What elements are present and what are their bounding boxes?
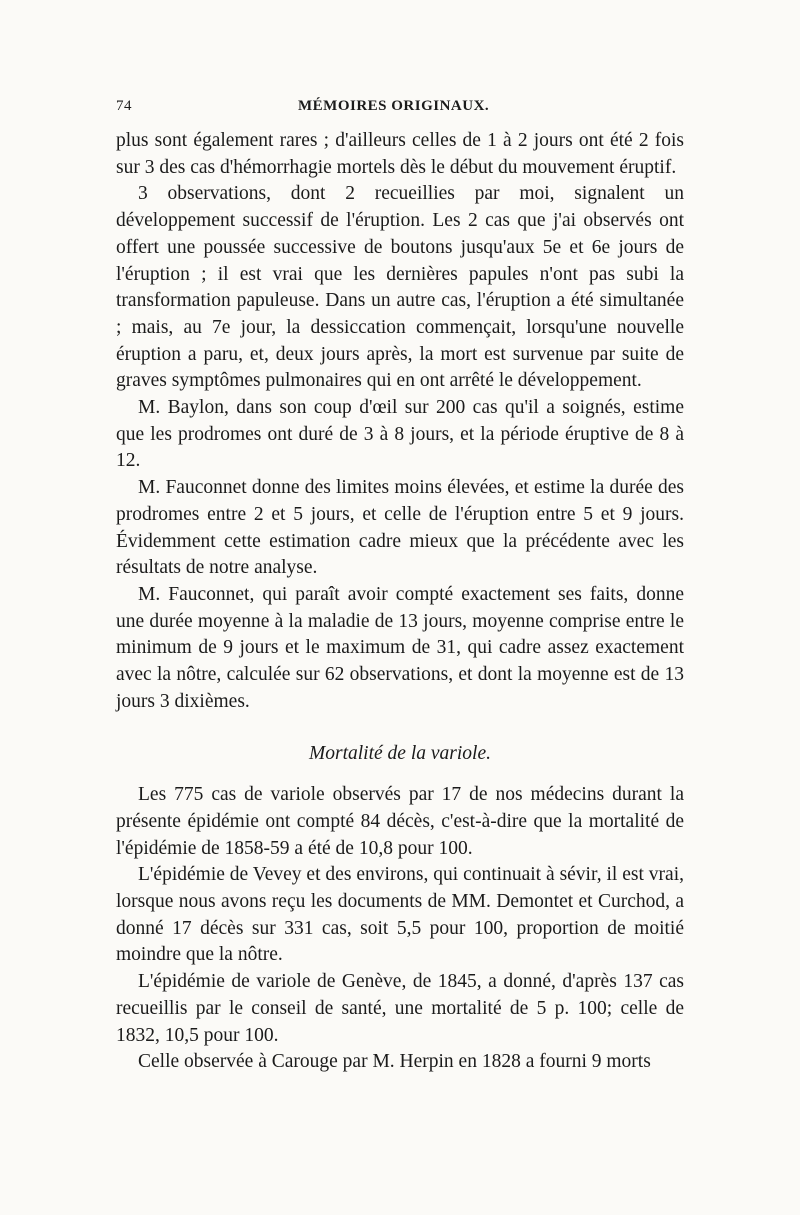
page-header xyxy=(116,98,684,128)
body-text-bottom xyxy=(116,782,684,1076)
paragraph: 3 observations, dont 2 recueillies par moi, signalent un développement successif de l'éruption. Les 2 cas que j'ai observés ont offert une poussée successive de boutons jusqu'aux 5e et 6e jours de l'éruption ; il est vrai que les dernières papules n'ont pas subi la transformation papuleuse. Dans un autre cas, l'éruption a été simultanée ; mais, au 7e jour, la dessiccation commençait, lorsqu'une nouvelle éruption a paru, et, deux jours après, la mort est survenue par suite de graves symptômes pulmonaires qui en ont arrêté le développement. xyxy=(116,183,684,392)
paragraph: M. Fauconnet, qui paraît avoir compté exactement ses faits, donne une durée moyenne à la maladie de 13 jours, moyenne comprise entre le minimum de 9 jours et le maximum de 31, qui cadre assez exactement avec la nôtre, calculée sur 62 observations, et dont la moyenne est de 13 jours 3 dixièmes. xyxy=(116,583,684,712)
paragraph: M. Fauconnet donne des limites moins élevées, et estime la durée des prodromes entre 2 et 5 jours, et celle de l'éruption entre 5 et 9 jours. Évidemment cette estimation cadre mieux que la précédente avec les résultats de notre analyse. xyxy=(116,477,684,579)
running-head: MÉMOIRES ORIGINAUX. xyxy=(298,98,490,114)
body-text-top xyxy=(116,128,684,715)
paragraph: plus sont également rares ; d'ailleurs celles de 1 à 2 jours ont été 2 fois sur 3 des cas d'hémorrhagie mortels dès le début du mouvement éruptif. xyxy=(116,130,684,178)
paragraph: Les 775 cas de variole observés par 17 de nos médecins durant la présente épidémie ont compté 84 décès, c'est-à-dire que la mortalité de l'épidémie de 1858-59 a été de 10,8 pour 100. xyxy=(116,784,684,859)
paragraph: L'épidémie de Vevey et des environs, qui continuait à sévir, il est vrai, lorsque nous avons reçu les documents de MM. Demontet et Curchod, a donné 17 décès sur 331 cas, soit 5,5 pour 100, proportion de moitié moindre que la nôtre. xyxy=(116,864,684,966)
paragraph: M. Baylon, dans son coup d'œil sur 200 cas qu'il a soignés, estime que les prodromes ont duré de 3 à 8 jours, et la période éruptive de 8 à 12. xyxy=(116,397,684,472)
page-number: 74 xyxy=(116,98,132,114)
section-title: Mortalité de la variole. xyxy=(309,743,491,765)
paragraph: Celle observée à Carouge par M. Herpin en 1828 a fourni 9 morts xyxy=(138,1051,651,1073)
paragraph: L'épidémie de variole de Genève, de 1845, a donné, d'après 137 cas recueillis par le conseil de santé, une mortalité de 5 p. 100; celle de 1832, 10,5 pour 100. xyxy=(116,971,684,1046)
document-page xyxy=(116,98,684,1076)
